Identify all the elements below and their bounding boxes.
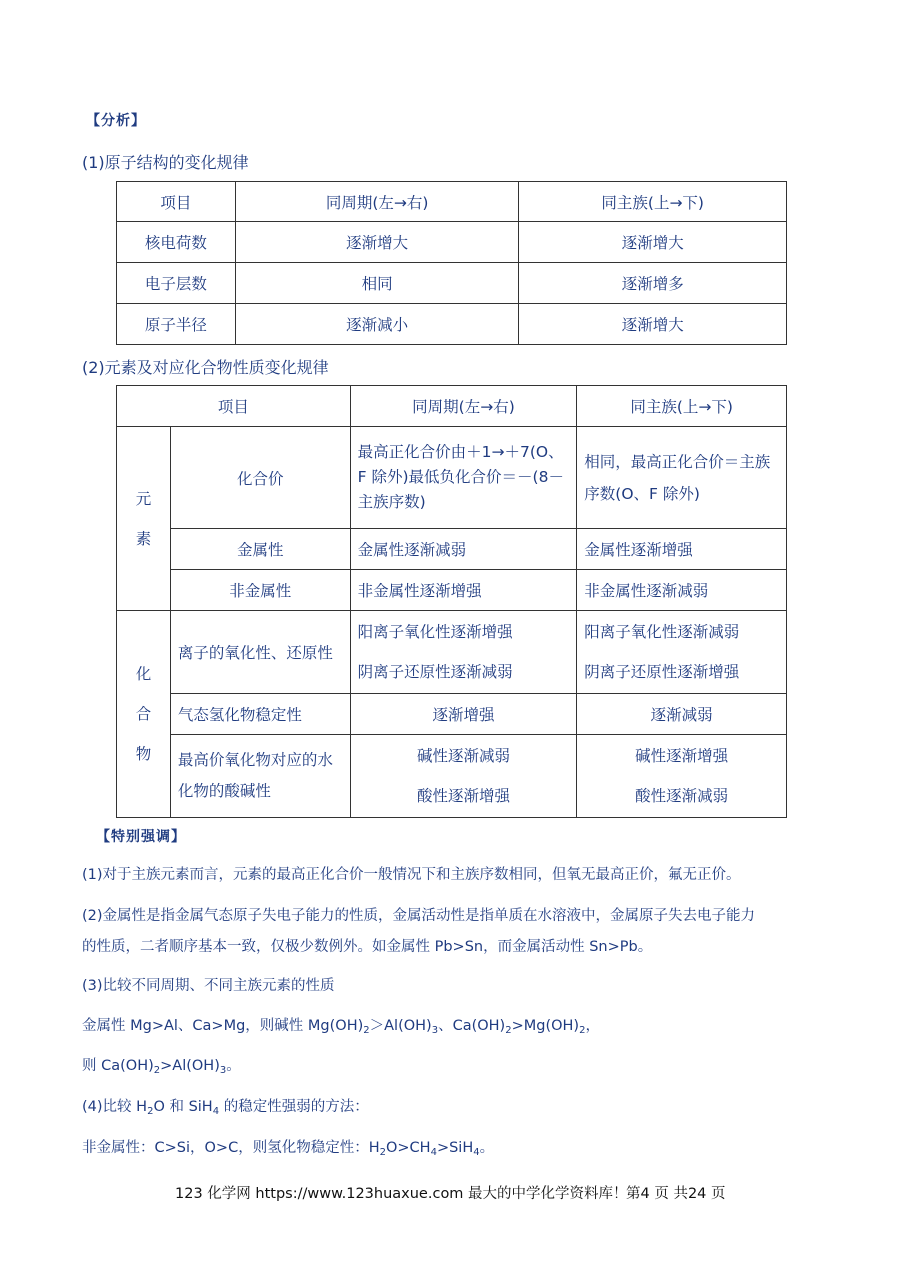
cell-period: 最高正化合价由＋1→＋7(O、 F 除外)最低负化合价＝－(8－ 主族序数) [350, 427, 577, 529]
note-1: (1)对于主族元素而言，元素的最高正化合价一般情况下和主族序数相同，但氧无最高正价，氟无正价。 [82, 867, 741, 883]
note-3-line-b: 则 $Ca(OH)_2>Al(OH)_3$。 [82, 1058, 241, 1076]
header-same-period: 同周期(左→右) [350, 386, 577, 427]
cell-group: 阳离子氧化性逐渐减弱 阴离子还原性逐渐增强 [577, 611, 787, 694]
table-row [117, 304, 787, 345]
note-5: 非金属性：C>Si，O>C，则氢化物稳定性：$H_2O>CH_4>SiH_4$。 [82, 1140, 495, 1158]
cell-period: 相同 [235, 263, 519, 304]
row-label: 最高价氧化物对应的水 化物的酸碱性 [170, 735, 350, 818]
cell-period: 阳离子氧化性逐渐增强 阴离子还原性逐渐减弱 [350, 611, 577, 694]
table-row [117, 263, 787, 304]
cell-group: 相同，最高正化合价＝主族 序数(O、F 除外) [577, 427, 787, 529]
row-label: 核电荷数 [117, 222, 236, 263]
row-label: 金属性 [170, 529, 350, 570]
header-same-period: 同周期(左→右) [235, 182, 519, 222]
note-3: (3)比较不同周期、不同主族元素的性质 [82, 978, 335, 994]
table-row-metallic [117, 529, 787, 570]
cell-group: 逐渐增大 [519, 304, 787, 345]
table-row [117, 222, 787, 263]
footer-site: 123 化学网 https://www.123huaxue.com 最大的中学化学资料库！ [175, 1186, 628, 1202]
header-same-group: 同主族(上→下) [577, 386, 787, 427]
cell-period: 非金属性逐渐增强 [350, 570, 577, 611]
analysis-heading: 【分析】 [86, 113, 146, 129]
table-header-row [117, 182, 787, 222]
cell-group: 逐渐增多 [519, 263, 787, 304]
note-4: (4)比较 $H_2O$ 和 SiH$_4$ 的稳定性强弱的方法： [82, 1099, 369, 1117]
row-label: 离子的氧化性、还原性 [170, 611, 350, 694]
row-label: 化合价 [170, 427, 350, 529]
header-item: 项目 [117, 182, 236, 222]
row-label: 电子层数 [117, 263, 236, 304]
property-trends-table [116, 385, 787, 818]
table-row-valence [117, 427, 787, 529]
part2-title: (2)元素及对应化合物性质变化规律 [82, 358, 329, 377]
note-2-line-2: 的性质，二者顺序基本一致，仅极少数例外。如金属性 Pb>Sn，而金属活动性 Sn>Pb。 [82, 939, 653, 955]
element-group-label: 元 素 [117, 427, 171, 611]
table-row-nonmetallic [117, 570, 787, 611]
row-label: 非金属性 [170, 570, 350, 611]
cell-period: 碱性逐渐减弱 酸性逐渐增强 [350, 735, 577, 818]
atomic-structure-table [116, 181, 787, 345]
cell-period: 逐渐减小 [235, 304, 519, 345]
part1-title: (1)原子结构的变化规律 [82, 153, 249, 172]
cell-group: 非金属性逐渐减弱 [577, 570, 787, 611]
footer-page-number: 第4 页 共24 页 [626, 1186, 726, 1202]
cell-group: 碱性逐渐增强 酸性逐渐减弱 [577, 735, 787, 818]
table-header-row [117, 386, 787, 427]
cell-group: 逐渐减弱 [577, 694, 787, 735]
cell-period: 逐渐增强 [350, 694, 577, 735]
note-3-line-a: 金属性 Mg>Al、Ca>Mg，则碱性 $Mg(OH)_2>Al(OH)_3$、$Ca(OH)_2>Mg(OH)_2$， [82, 1018, 600, 1036]
cell-group: 逐渐增大 [519, 222, 787, 263]
row-label: 气态氢化物稳定性 [170, 694, 350, 735]
header-same-group: 同主族(上→下) [519, 182, 787, 222]
emphasis-heading: 【特别强调】 [96, 829, 186, 845]
table-row-hydride [117, 694, 787, 735]
cell-group: 金属性逐渐增强 [577, 529, 787, 570]
compound-group-label: 化 合 物 [117, 611, 171, 818]
table-row-oxide [117, 735, 787, 818]
header-item: 项目 [117, 386, 351, 427]
table-row-redox [117, 611, 787, 694]
row-label: 原子半径 [117, 304, 236, 345]
cell-period: 逐渐增大 [235, 222, 519, 263]
cell-period: 金属性逐渐减弱 [350, 529, 577, 570]
note-2-line-1: (2)金属性是指金属气态原子失电子能力的性质，金属活动性是指单质在水溶液中，金属原子失去电子能力 [82, 908, 756, 924]
